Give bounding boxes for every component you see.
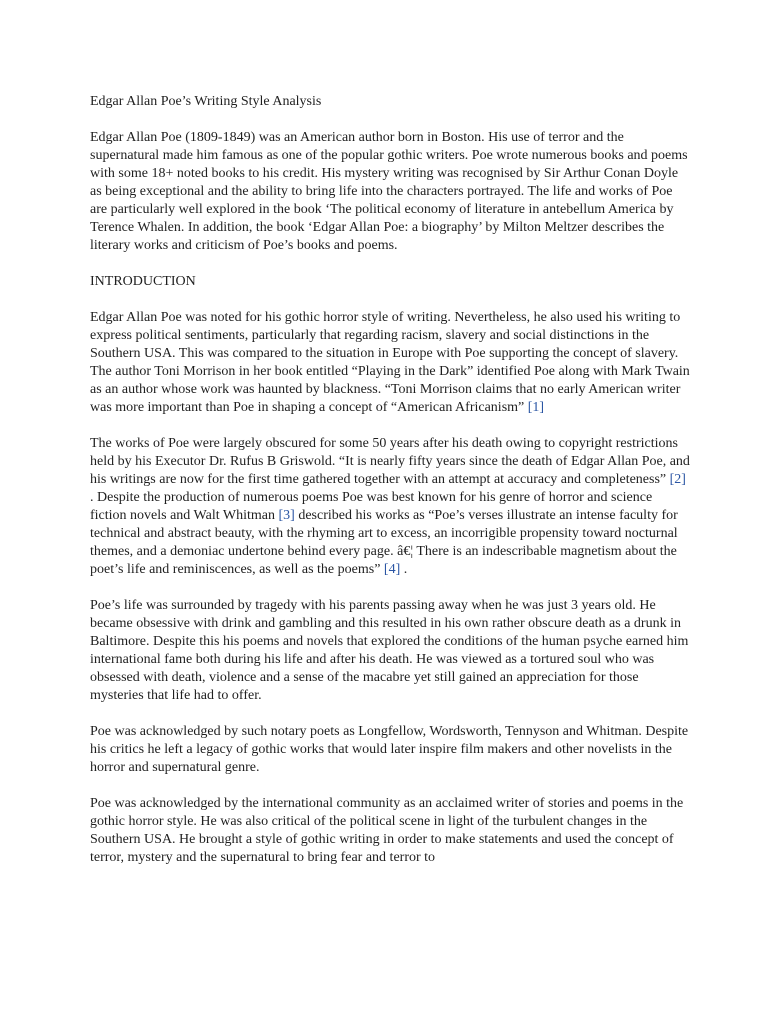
reference-link-2[interactable]: [2] bbox=[669, 472, 686, 487]
paragraph-2-text-c: described his works as “Poe’s verses illustrate an intense faculty for technical and abstract beauty, with the rhyming art to excess, an incorrigible propensity toward nocturnal themes, and a demoniac undertone behind every page. â€¦ There is an indescribable magnetism about the poet’s life and reminiscences, as well as the poems” bbox=[90, 508, 678, 577]
reference-link-1[interactable]: [1] bbox=[527, 400, 545, 415]
intro-paragraph: Edgar Allan Poe (1809-1849) was an American author born in Boston. His use of terror and the supernatural made him famous as one of the popular gothic writers. Poe wrote numerous books and poems with some 18+ noted books to his credit. His mystery writing was recognised by Sir Arthur Conan Doyle as being exceptional and the ability to bring life into the characters portrayed. The life and works of Poe are particularly well explored in the book ‘The political economy of literature in antebellum America by Terence Whalen. In addition, the book ‘Edgar Allan Poe: a biography’ by Milton Meltzer describes the literary works and criticism of Poe’s books and poems. bbox=[90, 130, 688, 253]
paragraph-2 bbox=[90, 435, 690, 579]
reference-link-3[interactable]: [3] bbox=[278, 508, 295, 523]
section-heading-introduction: INTRODUCTION bbox=[90, 274, 196, 289]
paragraph-3: Poe’s life was surrounded by tragedy with his parents passing away when he was just 3 years old. He became obsessive with drink and gambling and this resulted in his own rather obscure death as a drunk in Baltimore. Despite this his poems and novels that explored the conditions of the human psyche earned him international fame both during his life and after his death. He was viewed as a tortured soul who was obsessed with death, violence and a sense of the macabre yet still gained an appreciation for those mysteries that life had to offer. bbox=[90, 598, 689, 703]
paragraph-2-text-b: . Despite the production of numerous poems Poe was best known for his genre of horror and science fiction novels and Walt Whitman bbox=[90, 490, 653, 523]
paragraph-2-text-d: . bbox=[400, 562, 408, 577]
document-page bbox=[90, 93, 690, 885]
paragraph-2-text-a: The works of Poe were largely obscured for some 50 years after his death owing to copyright restrictions held by his Executor Dr. Rufus B Griswold. “It is nearly fifty years since the death of Edgar Allan Poe, and his writings are now for the first time gathered together with an attempt at accuracy and completeness” bbox=[90, 436, 690, 487]
paragraph-5: Poe was acknowledged by the international community as an acclaimed writer of stories and poems in the gothic horror style. He was also critical of the political scene in light of the turbulent changes in the Southern USA. He brought a style of gothic writing in order to make statements and used the concept of terror, mystery and the supernatural to bring fear and terror to bbox=[90, 796, 684, 865]
reference-link-4[interactable]: [4] bbox=[383, 562, 401, 577]
paragraph-1-text: Edgar Allan Poe was noted for his gothic horror style of writing. Nevertheless, he also used his writing to express political sentiments, particularly that regarding racism, slavery and social distinctions in the Southern USA. This was compared to the situation in Europe with Poe supporting the concept of slavery. The author Toni Morrison in her book entitled “Playing in the Dark” identified Poe along with Mark Twain as an author whose work was haunted by blackness. “Toni Morrison claims that no early American writer was more important than Poe in shaping a concept of “American Africanism” bbox=[90, 310, 690, 415]
paragraph-4: Poe was acknowledged by such notary poets as Longfellow, Wordsworth, Tennyson and Whitman. Despite his critics he left a legacy of gothic works that would later inspire film makers and other novelists in the horror and supernatural genre. bbox=[90, 724, 689, 775]
document-title: Edgar Allan Poe’s Writing Style Analysis bbox=[90, 94, 322, 109]
paragraph-1 bbox=[90, 309, 690, 417]
